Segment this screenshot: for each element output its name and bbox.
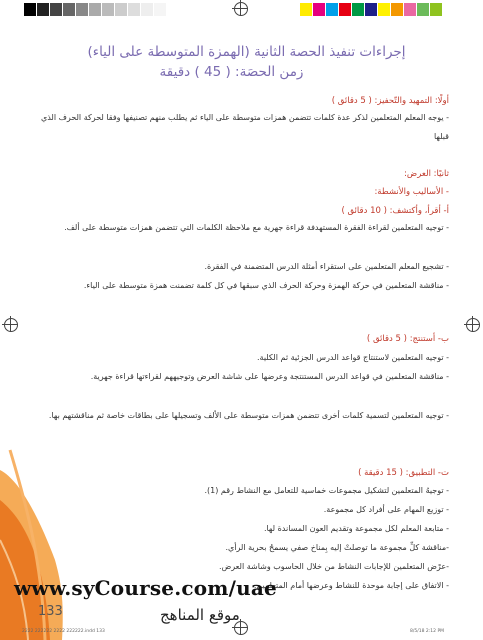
part-b-item-1: - توجيه المتعلمين لاستنتاج قواعد الدرس الجزئية ثم الكلية. xyxy=(256,353,449,362)
part-a-item-2: - تشجيع المعلم المتعلمين على استقراء أمثلة الدرس المتضمنة في الفقرة. xyxy=(204,262,449,271)
section-heading-practice: ت- التطبيق: ( 15 دقيقة ) xyxy=(358,468,449,478)
practice-item: - توزيع المهام على أفراد كل مجموعة. xyxy=(323,505,449,514)
practice-item: - متابعة المعلم لكل مجموعة وتقديم العون المساندة لها. xyxy=(263,524,449,533)
practice-item: -مناقشة كلِّ مجموعة ما توصلتْ إليه بِمناخ صفي يسمحُ بحرية الرأي. xyxy=(225,543,449,552)
part-a-item-1: - توجيه المتعلمين لقراءة الفقرة المستهدفة قراءة جهرية مع ملاحظة الكلمات التي تتضمن همزات متوسطة على ألف. xyxy=(64,223,449,232)
watermark-site-name: موقع المناهج xyxy=(160,606,240,624)
watermark-url: www.syCourse.com/uae xyxy=(14,576,277,600)
section-heading-warmup: أولًا: التمهيد والتّحفيز: ( 5 دقائق ) xyxy=(331,96,449,106)
registration-mark-icon xyxy=(234,2,248,16)
part-b-item-2: - مناقشة المتعلمين في قواعد الدرس المستنتجة وعرضها على شاشة العرض وتوجيههم لقراءتها قراءة جهرية. xyxy=(90,372,449,381)
practice-item: -عرْض المتعلمين للإجابات النشاط من خلال الحاسوب وشاشة العرض. xyxy=(219,562,449,571)
print-file-info: 2222 222222 2222 222222.indd 133 xyxy=(22,629,105,634)
part-a-heading: أ- أقرأ، وأكتشف: ( 10 دقائق ) xyxy=(341,206,449,216)
part-b-heading: ب- أستنتج: ( 5 دقائق ) xyxy=(366,334,449,344)
section-heading-presentation: ثانيًا: العرض: xyxy=(404,169,449,179)
methods-heading: - الأساليب والأنشطة: xyxy=(374,187,449,197)
print-timestamp: 8/5/18 2:12 PM xyxy=(410,629,445,634)
warmup-paragraph: - يوجه المعلم المتعلمين لذكر عدة كلمات تتضمن همزات متوسطة على الياء ثم يطلب منهم تصنيفها وفقا لحركة الحرف الذي قبلها xyxy=(40,113,449,141)
page-title: إجراءات تنفيذ الحصة الثانية (الهمزة المتوسطة على الياء) xyxy=(87,44,406,60)
page-number: 133 xyxy=(38,604,63,619)
color-registration-bar xyxy=(300,3,443,16)
practice-item: - توجيهُ المتعلمين لتشكيل مجموعات خماسية للتعامل مع النشاط رقم (1). xyxy=(204,486,449,495)
registration-mark-icon xyxy=(466,318,480,332)
part-b-item-3: - توجيه المتعلمين لتسمية كلمات أخرى تتضمن همزات متوسطة على الألف وتسجيلها على بطاقات خاصة ثم مناقشتهم بها. xyxy=(48,411,449,420)
lesson-duration: زمن الحصَة: ( 45 ) دقيقة xyxy=(159,64,304,80)
part-a-item-3: - مناقشة المتعلمين في حركة الهمزة وحركة الحرف الذي سبقها في كل كلمة تضمنت همزة متوسطة على الياء. xyxy=(83,281,449,290)
practice-item: - الاتفاق على إجابة موحدة للنشاط وعرضها أمام المتعلمين. xyxy=(253,581,449,590)
